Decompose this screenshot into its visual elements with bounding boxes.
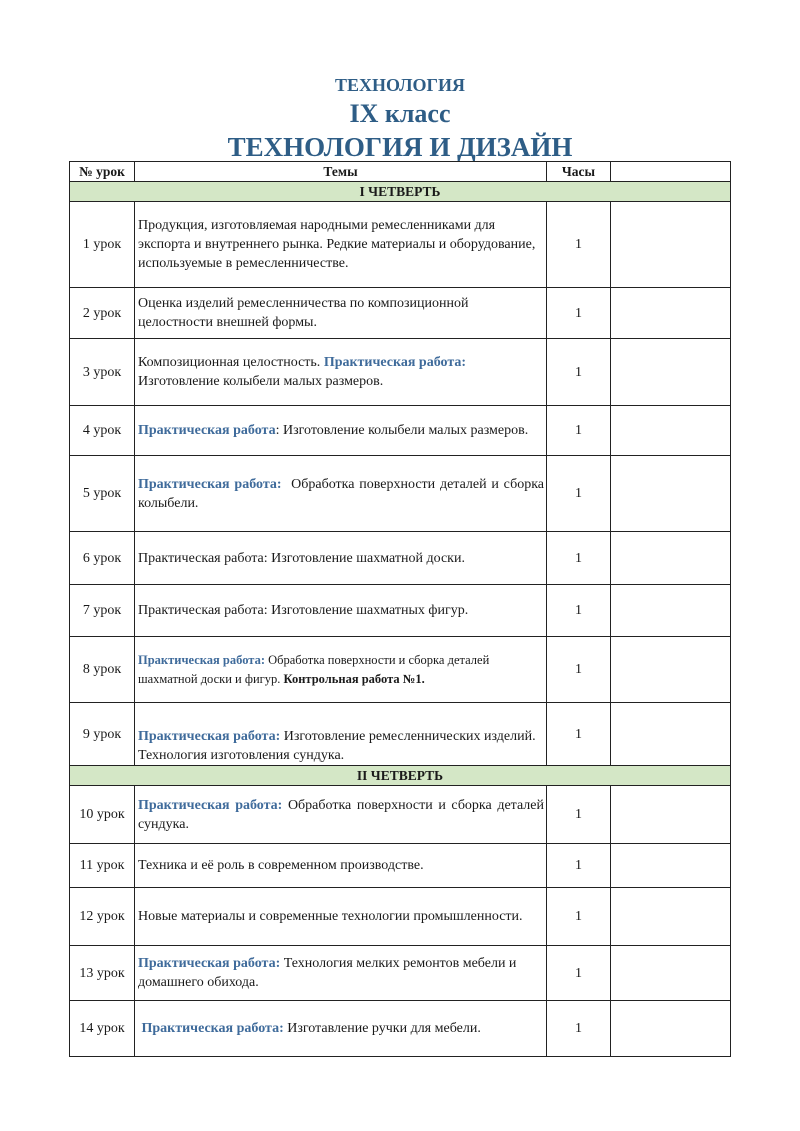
lesson-topic	[135, 288, 547, 339]
lesson-topic	[135, 946, 547, 1001]
notes-cell	[611, 456, 731, 532]
document-title-block	[0, 72, 800, 164]
lesson-hours: 1	[547, 585, 611, 637]
topic-text: Оценка изделий ремесленничества по композиционной целостности внешней формы.	[138, 296, 469, 330]
table-row	[70, 844, 731, 888]
notes-cell	[611, 637, 731, 703]
lesson-topic	[135, 585, 547, 637]
lesson-topic	[135, 456, 547, 532]
notes-cell	[611, 339, 731, 406]
topic-text: Практическая работа: Изготовление шахматных фигур.	[138, 603, 469, 618]
lesson-number: 4 урок	[70, 406, 135, 456]
lesson-topic	[135, 637, 547, 703]
table-row	[70, 703, 731, 766]
lesson-plan-table	[69, 161, 731, 1057]
lesson-hours: 1	[547, 202, 611, 288]
header-lesson: № урок	[70, 162, 135, 182]
lesson-number: 5 урок	[70, 456, 135, 532]
lesson-hours: 1	[547, 637, 611, 703]
topic-text: Обработка поверхности и сборка деталей сундука.	[138, 797, 544, 832]
practical-work-label: Практическая работа	[138, 423, 276, 438]
topic-text: Техника и её роль в современном производстве.	[138, 858, 424, 873]
lesson-hours: 1	[547, 288, 611, 339]
table-row	[70, 1001, 731, 1057]
notes-cell	[611, 202, 731, 288]
lesson-hours: 1	[547, 703, 611, 766]
lesson-number: 7 урок	[70, 585, 135, 637]
topic-text: Изготовление колыбели малых размеров.	[138, 374, 384, 389]
topic-text: Изготавление ручки для мебели.	[283, 1021, 481, 1036]
subject-title: ТЕХНОЛОГИЯ	[335, 75, 465, 95]
topic-prefix: Композиционная целостность.	[138, 355, 324, 370]
quarter-1-row	[70, 182, 731, 202]
table-row	[70, 339, 731, 406]
topic-text: Технология мелких ремонтов мебели и домашнего обихода.	[138, 956, 517, 990]
lesson-hours: 1	[547, 406, 611, 456]
lesson-number: 12 урок	[70, 888, 135, 946]
quarter-2-label: II ЧЕТВЕРТЬ	[70, 766, 731, 786]
header-extra	[611, 162, 731, 182]
table-row	[70, 585, 731, 637]
topic-text: Продукция, изготовляемая народными ремесленниками для экспорта и внутреннего рынка. Редкие материалы и оборудование, используемые в ремесленничестве.	[138, 218, 536, 271]
topic-text: Новые материалы и современные технологии промышленности.	[138, 909, 523, 924]
table-row	[70, 786, 731, 844]
quarter-2-row	[70, 766, 731, 786]
notes-cell	[611, 888, 731, 946]
lesson-hours: 1	[547, 888, 611, 946]
lesson-number: 2 урок	[70, 288, 135, 339]
lesson-number: 3 урок	[70, 339, 135, 406]
lesson-topic	[135, 844, 547, 888]
practical-work-label: Практическая работа:	[323, 355, 467, 370]
lesson-hours: 1	[547, 844, 611, 888]
lesson-number: 8 урок	[70, 637, 135, 703]
table-row	[70, 637, 731, 703]
header-hours: Часы	[547, 162, 611, 182]
notes-cell	[611, 844, 731, 888]
lesson-hours: 1	[547, 946, 611, 1001]
header-topics: Темы	[135, 162, 547, 182]
practical-work-label: Практическая работа:	[138, 956, 281, 971]
lesson-topic	[135, 786, 547, 844]
lesson-topic	[135, 888, 547, 946]
lesson-hours: 1	[547, 786, 611, 844]
topic-text: : Изготовление колыбели малых размеров.	[275, 423, 529, 438]
table-header-row	[70, 162, 731, 182]
table-row	[70, 946, 731, 1001]
lesson-number: 6 урок	[70, 532, 135, 585]
lesson-topic	[135, 703, 547, 766]
lesson-topic	[135, 406, 547, 456]
quarter-1-label: I ЧЕТВЕРТЬ	[70, 182, 731, 202]
lesson-hours: 1	[547, 532, 611, 585]
lesson-topic	[135, 202, 547, 288]
notes-cell	[611, 532, 731, 585]
topic-text: Обработка поверхности и сборка деталей шахматной доски и фигур.	[138, 652, 490, 686]
lesson-number: 14 урок	[70, 1001, 135, 1057]
table-row	[70, 532, 731, 585]
practical-work-label: Практическая работа:	[138, 797, 283, 813]
lesson-number: 13 урок	[70, 946, 135, 1001]
table-row	[70, 406, 731, 456]
lesson-number: 11 урок	[70, 844, 135, 888]
test-label: Контрольная работа №1.	[283, 671, 425, 686]
lesson-topic	[135, 339, 547, 406]
lesson-number: 1 урок	[70, 202, 135, 288]
practical-work-label: Практическая работа:	[138, 1021, 284, 1036]
practical-work-label: Практическая работа:	[138, 652, 265, 667]
notes-cell	[611, 406, 731, 456]
notes-cell	[611, 1001, 731, 1057]
practical-work-label: Практическая работа:	[138, 729, 281, 744]
topic-text: Изготовление ремесленнических изделий. Технология изготовления сундука.	[138, 729, 536, 763]
notes-cell	[611, 946, 731, 1001]
notes-cell	[611, 288, 731, 339]
lesson-topic	[135, 532, 547, 585]
table-row	[70, 202, 731, 288]
table-row	[70, 288, 731, 339]
topic-text: Практическая работа: Изготовление шахматной доски.	[138, 550, 465, 566]
topic-text: Обработка поверхности деталей и сборка колыбели.	[138, 476, 548, 511]
lesson-hours: 1	[547, 456, 611, 532]
table-row	[70, 888, 731, 946]
notes-cell	[611, 703, 731, 766]
lesson-topic	[135, 1001, 547, 1057]
notes-cell	[611, 786, 731, 844]
lesson-hours: 1	[547, 1001, 611, 1057]
lesson-hours: 1	[547, 339, 611, 406]
lesson-number: 9 урок	[70, 703, 135, 766]
notes-cell	[611, 585, 731, 637]
table-row	[70, 456, 731, 532]
lesson-number: 10 урок	[70, 786, 135, 844]
practical-work-label: Практическая работа:	[138, 476, 282, 492]
grade-title: IX класс	[349, 99, 451, 128]
course-title: ТЕХНОЛОГИЯ И ДИЗАЙН	[227, 132, 573, 162]
